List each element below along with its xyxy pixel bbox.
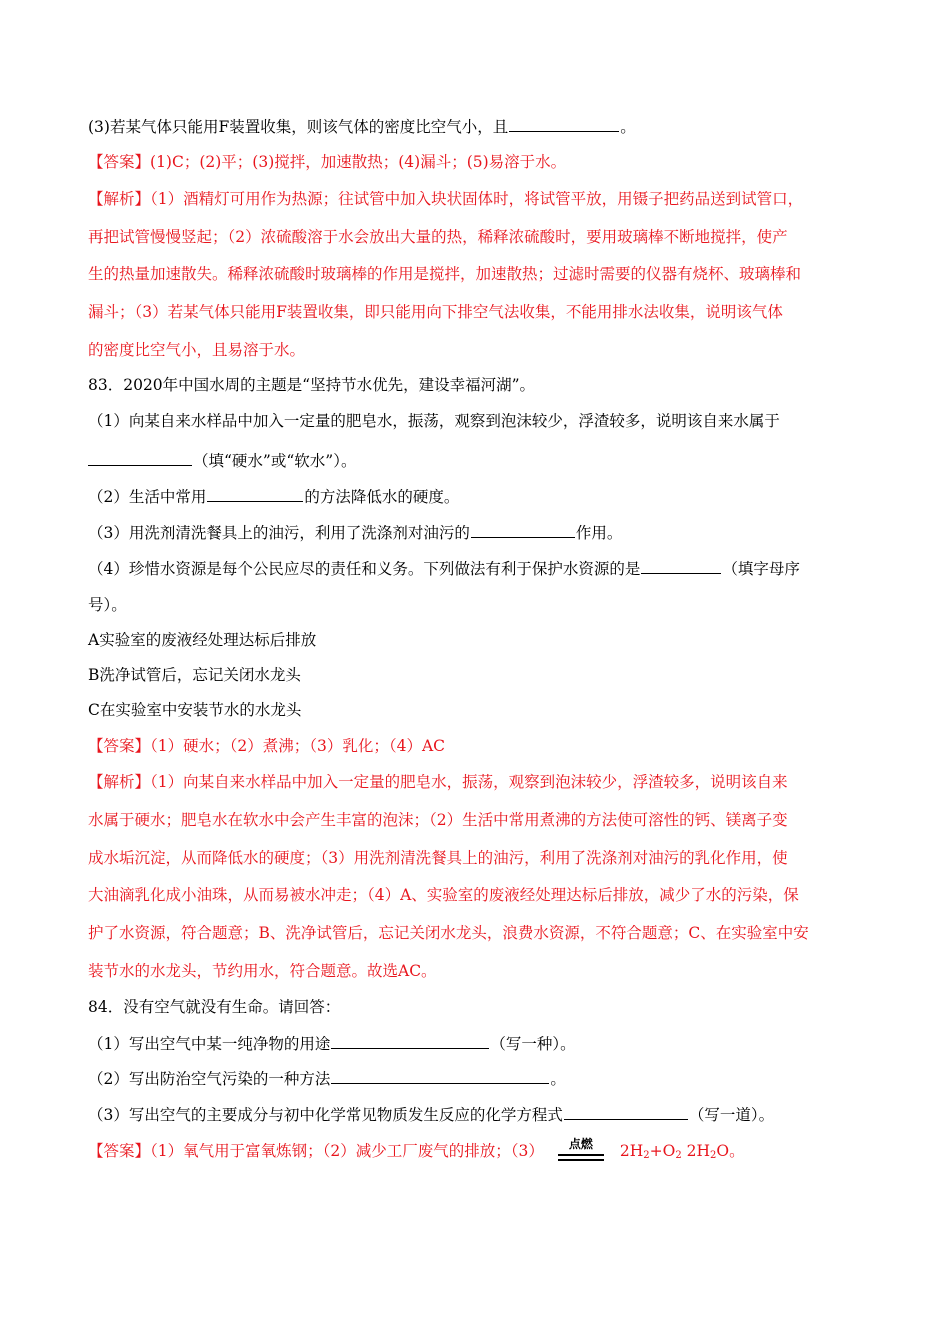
answer-blank[interactable]: [564, 1104, 688, 1120]
q83-part1: （1）向某自来水样品中加入一定量的肥皂水，振荡，观察到泡沫较少，浮渣较多，说明该自来水属于: [88, 412, 780, 430]
q84-part1: （1）写出空气中某一纯净物的用途 （写一种）。: [88, 1035, 576, 1053]
q83-option-a: A实验室的废液经处理达标后排放: [88, 631, 317, 649]
q84-part3: （3）写出空气的主要成分与初中化学常见物质发生反应的化学方程式 （写一道）。: [88, 1106, 775, 1124]
q83-analysis-line: 成水垢沉淀，从而降低水的硬度；（3）用洗剂清洗餐具上的油污，利用了洗涤剂对油污的乳化作用，使: [88, 849, 788, 867]
q82-analysis-line: 的密度比空气小，且易溶于水。: [88, 341, 306, 359]
q82-analysis-line: 漏斗；（3）若某气体只能用F装置收集，即只能用向下排空气法收集，不能用排水法收集，说明该气体: [88, 303, 783, 321]
q83-answer: 【答案】（1）硬水；（2）煮沸；（3）乳化；（4）AC: [88, 737, 446, 755]
q83-analysis-line: 【解析】（1）向某自来水样品中加入一定量的肥皂水，振荡，观察到泡沫较少，浮渣较多，说明该自来: [88, 773, 788, 791]
q83-part4: （4）珍惜水资源是每个公民应尽的责任和义务。下列做法有利于保护水资源的是 （填字母序: [88, 560, 800, 578]
reaction-condition: 点燃: [558, 1146, 604, 1166]
answer-blank[interactable]: [641, 558, 721, 574]
answer-blank[interactable]: [471, 522, 575, 538]
answer-blank[interactable]: [88, 450, 192, 466]
q83-analysis-line: 装节水的水龙头，节约用水，符合题意。故选AC。: [88, 962, 437, 980]
answer-blank[interactable]: [207, 486, 303, 502]
q83-part3: （3）用洗剂清洗餐具上的油污，利用了洗涤剂对油污的 作用。: [88, 524, 623, 542]
equation-equals-sign: [558, 1154, 604, 1161]
q82-part3: (3)若某气体只能用F装置收集，则该气体的密度比空气小，且 。: [88, 118, 636, 136]
q83-stem: 83．2020年中国水周的主题是“坚持节水优先，建设幸福河湖”。: [88, 376, 536, 394]
q83-part1-cont: （填“硬水”或“软水”）。: [88, 450, 356, 471]
q83-part4-cont: 号）。: [88, 596, 127, 614]
answer-blank[interactable]: [331, 1068, 549, 1084]
q83-part2: （2）生活中常用 的方法降低水的硬度。: [88, 488, 460, 506]
q83-option-b: B洗净试管后，忘记关闭水龙头: [88, 666, 301, 684]
q82-answer: 【答案】(1)C；(2)平；(3)搅拌，加速散热；(4)漏斗；(5)易溶于水。: [88, 153, 567, 171]
q82-analysis-line: 再把试管慢慢竖起；（2）浓硫酸溶于水会放出大量的热，稀释浓硫酸时，要用玻璃棒不断地搅拌，使产: [88, 228, 788, 246]
q82-analysis-line: 生的热量加速散失。稀释浓硫酸时玻璃棒的作用是搅拌，加速散热；过滤时需要的仪器有烧杯、玻璃棒和: [88, 265, 802, 283]
q82-analysis-line: 【解析】（1）酒精灯可用作为热源；往试管中加入块状固体时，将试管平放，用镊子把药品送到试管口，: [88, 190, 804, 208]
q83-analysis-line: 护了水资源，符合题意；B、洗净试管后，忘记关闭水龙头，浪费水资源，不符合题意；C、在实验室中安: [88, 924, 809, 942]
q83-option-c: C在实验室中安装节水的水龙头: [88, 701, 302, 719]
q84-part2: （2）写出防治空气污染的一种方法 。: [88, 1070, 566, 1088]
q84-stem: 84．没有空气就没有生命。请回答：: [88, 998, 341, 1016]
q83-analysis-line: 水属于硬水；肥皂水在软水中会产生丰富的泡沫；（2）生活中常用煮沸的方法使可溶性的钙、镁离子变: [88, 811, 788, 829]
q84-answer: 【答案】（1）氧气用于富氧炼钢；（2）减少工厂废气的排放；（3） 点燃 $2H_2+O_2$ $2H_2O$。: [88, 1141, 745, 1166]
q83-analysis-line: 大油滴乳化成小油珠，从而易被水冲走；（4）A、实验室的废液经处理达标后排放，减少了水的污染，保: [88, 886, 799, 904]
chemical-equation: $2H_2+O_2$ $2H_2O$。: [619, 1142, 745, 1161]
answer-blank[interactable]: [509, 116, 619, 132]
answer-blank[interactable]: [331, 1033, 489, 1049]
